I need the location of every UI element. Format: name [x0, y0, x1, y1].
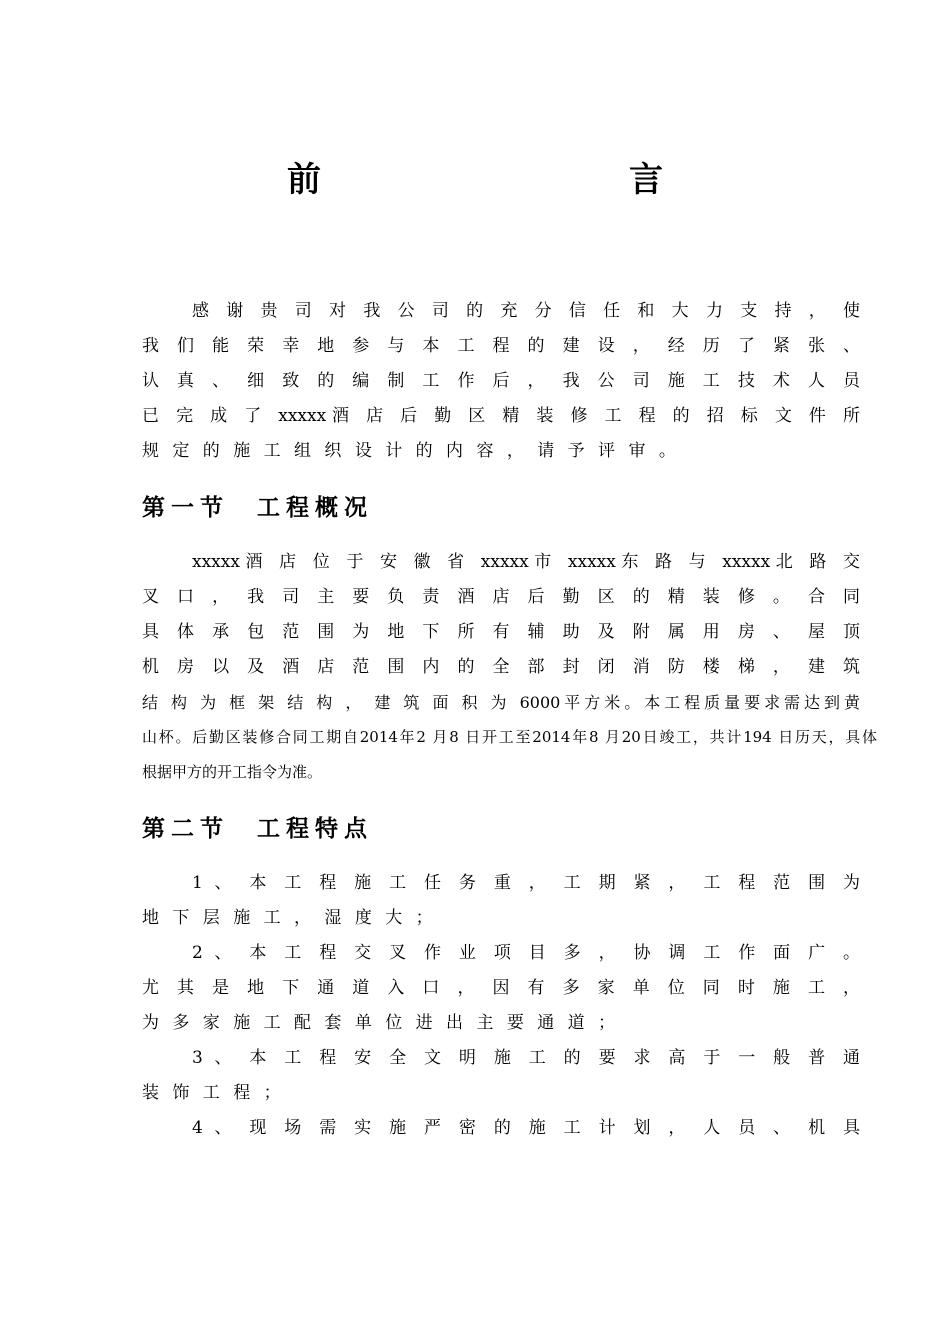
feature-line: 3 、 本 工 程 安 全 文 明 施 工 的 要 求 高 于 一 般 普 通 — [192, 1048, 860, 1068]
feature-line: 4 、 现 场 需 实 施 严 密 的 施 工 计 划 ， 人 员 、 机 具 — [192, 1118, 860, 1138]
overview-line: 根据甲方的开工指令为准。 — [142, 763, 323, 781]
overview-line: 机 房 以 及 酒 店 范 围 内 的 全 部 封 闭 消 防 楼 梯 ， 建 筑 — [142, 657, 860, 677]
feature-line: 装 饰 工 程 ； — [142, 1083, 285, 1103]
feature-line: 尤 其 是 地 下 通 道 入 口 ， 因 有 多 家 单 位 同 时 施 工 ， — [142, 978, 860, 998]
overview-paragraph — [142, 545, 877, 790]
section-heading-features: 第二节 工程特点 — [142, 816, 374, 842]
section-heading-overview: 第一节 工程概况 — [142, 495, 374, 521]
feature-line: 2 、 本 工 程 交 叉 作 业 项 目 多 ， 协 调 工 作 面 广 。 — [192, 943, 860, 963]
feature-line: 为 多 家 施 工 配 套 单 位 进 出 主 要 通 道 ； — [142, 1013, 620, 1033]
overview-line: 山杯。后勤区装修合同工期自2014年2 月8 日开工至2014年8 月20日竣工，共计194 日历天，具体 — [142, 728, 877, 746]
page-title: 前 言 — [287, 160, 743, 200]
features-list — [142, 866, 860, 1146]
overview-line: 叉 口 ， 我 司 主 要 负 责 酒 店 后 勤 区 的 精 装 修 。 合 同 — [142, 587, 860, 607]
feature-line: 1 、 本 工 程 施 工 任 务 重 ， 工 期 紧 ， 工 程 范 围 为 — [192, 873, 860, 893]
preface-line: 已 完 成 了 xxxxx酒 店 后 勤 区 精 装 修 工 程 的 招 标 文 件 所 — [142, 406, 860, 426]
preface-line: 认 真 、 细 致 的 编 制 工 作 后 ， 我 公 司 施 工 技 术 人 员 — [142, 371, 860, 391]
preface-line: 感 谢 贵 司 对 我 公 司 的 充 分 信 任 和 大 力 支 持 ， 使 — [192, 301, 860, 321]
preface-paragraph — [142, 294, 860, 469]
overview-line: 具 体 承 包 范 围 为 地 下 所 有 辅 助 及 附 属 用 房 、 屋 顶 — [142, 622, 860, 642]
feature-line: 地 下 层 施 工 ， 湿 度 大 ； — [142, 908, 437, 928]
overview-line: 结 构 为 框 架 结 构 ， 建 筑 面 积 为 6000平方米。本工程质量要求需达到黄 — [142, 693, 860, 712]
preface-line: 我 们 能 荣 幸 地 参 与 本 工 程 的 建 设 ， 经 历 了 紧 张 、 — [142, 336, 860, 356]
preface-line: 规 定 的 施 工 组 织 设 计 的 内 容 ， 请 予 评 审 。 — [142, 441, 680, 461]
overview-line: xxxxx酒 店 位 于 安 徽 省 xxxxx市 xxxxx东 路 与 xxxxx北 路 交 — [192, 552, 860, 572]
